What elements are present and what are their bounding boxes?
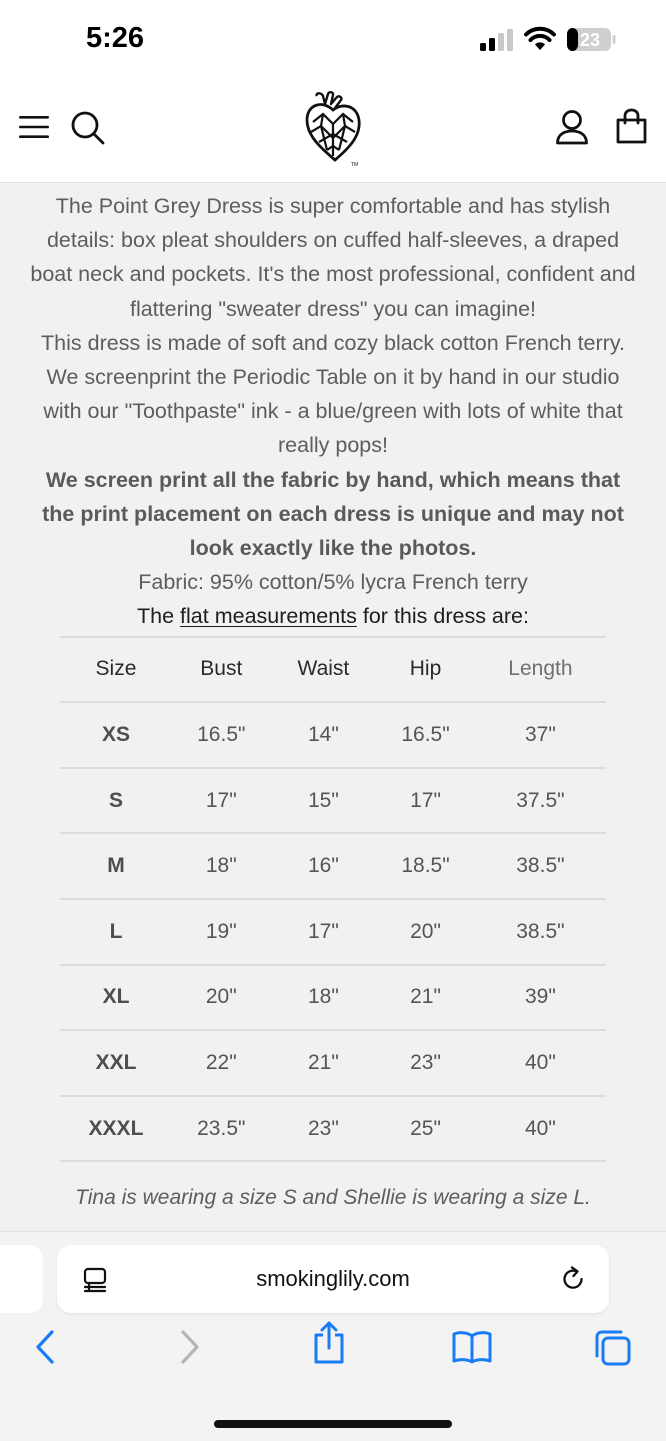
share-icon[interactable]	[311, 1320, 347, 1366]
model-size-note: Tina is wearing a size S and Shellie is wearing a size L.	[75, 1186, 591, 1210]
measurements-prefix: The	[137, 604, 181, 629]
reload-icon[interactable]	[559, 1265, 587, 1293]
table-row	[60, 702, 606, 768]
tabs-icon[interactable]	[593, 1328, 633, 1368]
waist-cell: 17"	[271, 899, 377, 965]
size-cell: L	[60, 899, 172, 965]
battery-icon	[566, 27, 616, 52]
bust-cell: 23.5"	[172, 1096, 271, 1162]
print-placement-note: We screen print all the fabric by hand, which means that the print placement on each dress is unique and may not look exactly like the photos.	[42, 467, 624, 561]
svg-text:TM: TM	[351, 162, 359, 168]
search-icon[interactable]	[70, 110, 106, 146]
measurements-intro	[28, 599, 638, 633]
bust-cell: 18"	[172, 833, 271, 899]
site-header	[0, 80, 666, 183]
hip-cell: 23"	[376, 1030, 475, 1096]
bust-cell: 17"	[172, 768, 271, 834]
length-cell: 38.5"	[475, 899, 606, 965]
url-text: smokinglily.com	[256, 1266, 410, 1291]
length-cell: 40"	[475, 1096, 606, 1162]
address-bar[interactable]	[57, 1245, 609, 1313]
bust-cell: 22"	[172, 1030, 271, 1096]
bust-cell: 20"	[172, 965, 271, 1031]
hip-cell: 17"	[376, 768, 475, 834]
measurements-suffix: for this dress are:	[356, 604, 529, 629]
hip-cell: 20"	[376, 899, 475, 965]
size-cell: XL	[60, 965, 172, 1031]
waist-cell: 21"	[271, 1030, 377, 1096]
length-cell: 37.5"	[475, 768, 606, 834]
header-waist: Waist	[271, 637, 377, 703]
hip-cell: 18.5"	[376, 833, 475, 899]
shopping-bag-icon[interactable]	[616, 108, 647, 144]
size-cell: XXL	[60, 1030, 172, 1096]
length-cell: 40"	[475, 1030, 606, 1096]
length-cell: 38.5"	[475, 833, 606, 899]
flat-measurements-link[interactable]: flat measurements	[180, 604, 357, 629]
waist-cell: 18"	[271, 965, 377, 1031]
table-row	[60, 1096, 606, 1162]
table-row	[60, 965, 606, 1031]
home-indicator[interactable]	[214, 1420, 452, 1428]
description-paragraph-2: This dress is made of soft and cozy black cotton French terry. We screenprint the Periodic Table on it by hand in our studio with our "Toothpaste" ink - a blue/green with lots of white that really pops!	[41, 330, 625, 458]
waist-cell: 15"	[271, 768, 377, 834]
forward-icon[interactable]	[175, 1325, 205, 1369]
hip-cell: 21"	[376, 965, 475, 1031]
table-row	[60, 768, 606, 834]
status-bar	[0, 0, 666, 80]
length-cell: 37"	[475, 702, 606, 768]
header-length: Length	[475, 637, 606, 703]
size-cell: S	[60, 768, 172, 834]
waist-cell: 16"	[271, 833, 377, 899]
table-row	[60, 833, 606, 899]
account-icon[interactable]	[555, 110, 589, 146]
table-header-row	[60, 637, 606, 703]
size-cell: XXXL	[60, 1096, 172, 1162]
header-hip: Hip	[376, 637, 475, 703]
bust-cell: 16.5"	[172, 702, 271, 768]
anatomical-heart-logo[interactable]	[301, 90, 365, 174]
browser-toolbar	[0, 1231, 666, 1441]
size-cell: M	[60, 833, 172, 899]
bust-cell: 19"	[172, 899, 271, 965]
hamburger-menu-icon[interactable]	[19, 115, 49, 139]
table-row	[60, 1030, 606, 1096]
previous-tab-preview[interactable]	[0, 1245, 43, 1313]
status-time: 5:26	[86, 22, 145, 54]
product-description	[0, 183, 666, 1231]
bookmarks-icon[interactable]	[451, 1330, 493, 1364]
size-cell: XS	[60, 702, 172, 768]
hip-cell: 16.5"	[376, 702, 475, 768]
cellular-signal-icon	[480, 29, 514, 51]
header-bust: Bust	[172, 637, 271, 703]
size-chart-table	[60, 636, 606, 1163]
back-icon[interactable]	[30, 1325, 60, 1369]
waist-cell: 23"	[271, 1096, 377, 1162]
waist-cell: 14"	[271, 702, 377, 768]
fabric-info: Fabric: 95% cotton/5% lycra French terry	[138, 570, 528, 595]
battery-level: 23	[579, 30, 601, 50]
length-cell: 39"	[475, 965, 606, 1031]
header-size: Size	[60, 637, 172, 703]
wifi-icon	[524, 26, 556, 52]
hip-cell: 25"	[376, 1096, 475, 1162]
table-row	[60, 899, 606, 965]
description-paragraph-1: The Point Grey Dress is super comfortable and has stylish details: box pleat shoulders on cuffed half-sleeves, a draped boat neck and pockets. It's the most professional, confident and flattering "sweater dress" you can imagine!	[30, 194, 636, 321]
